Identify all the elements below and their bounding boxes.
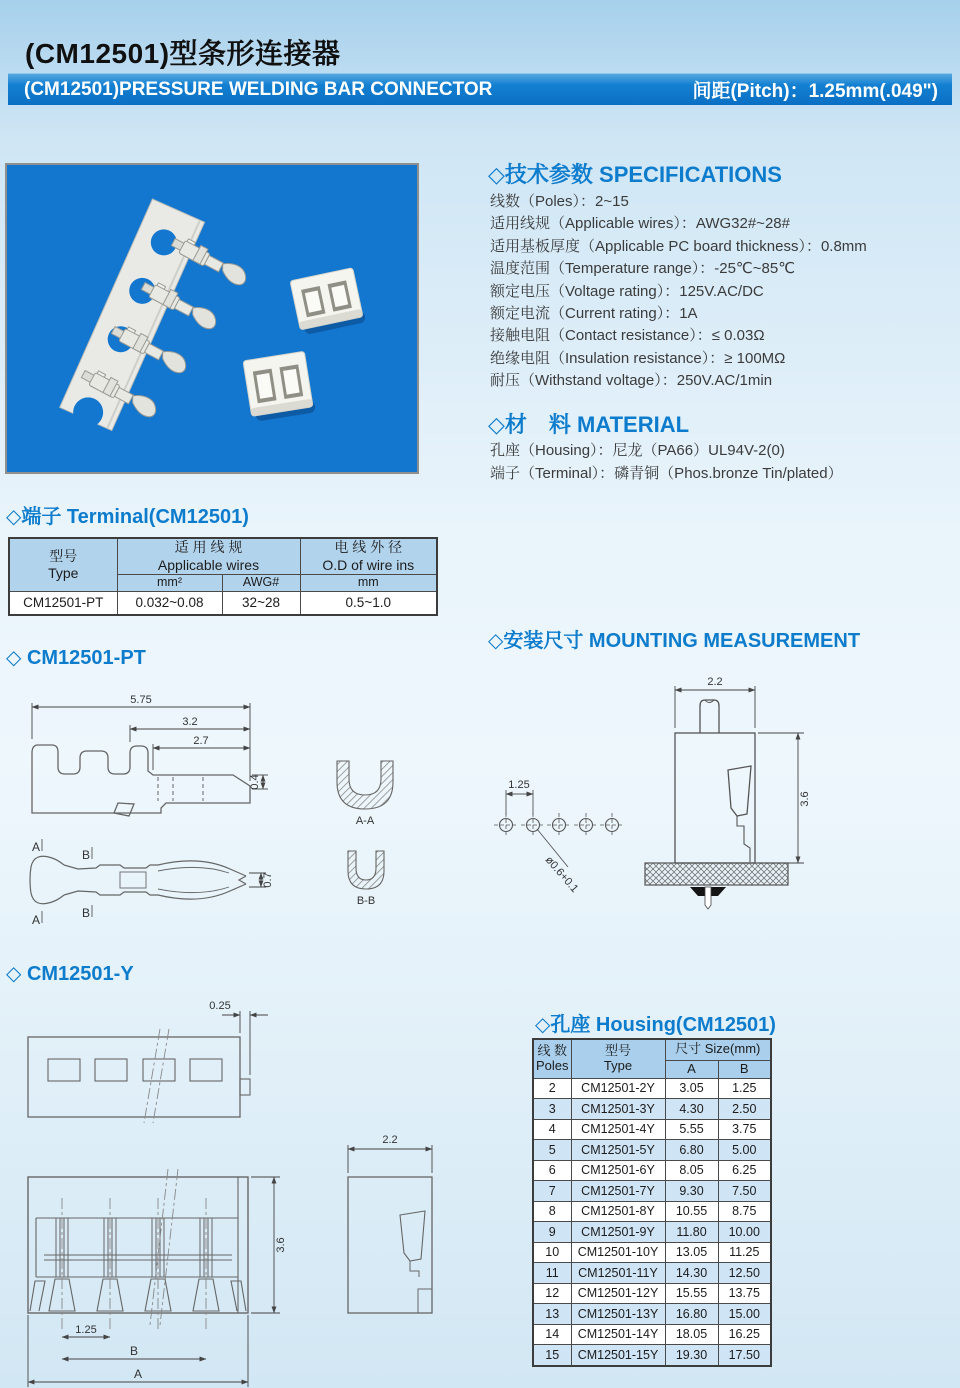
pt-heading: ◇ CM12501-PT xyxy=(6,647,146,669)
dim-label-housing-width: 2.2 xyxy=(707,676,723,688)
housing-row: 3 CM12501-3Y 4.30 2.50 xyxy=(533,1099,771,1120)
housing-sub-a: A xyxy=(665,1060,718,1078)
spec-item: 接触电阻（Contact resistance）：≤ 0.03Ω xyxy=(490,327,765,345)
housing-row: 2 CM12501-2Y 3.05 1.25 xyxy=(533,1078,771,1099)
terminal-col-type: 型号 Type xyxy=(9,538,117,592)
housing-row: 12 CM12501-12Y 15.55 13.75 xyxy=(533,1283,771,1304)
housing-row: 4 CM12501-4Y 5.55 3.75 xyxy=(533,1119,771,1140)
dim-label-b: B xyxy=(129,1344,139,1358)
specs-heading: ◇技术参数 SPECIFICATIONS xyxy=(488,162,782,187)
section-label-aa: A-A xyxy=(355,815,375,827)
dim-label-a: A xyxy=(133,1367,143,1381)
spec-item: 适用线规（Applicable wires）：AWG32#~28# xyxy=(490,215,790,233)
housing-row: 8 CM12501-8Y 10.55 8.75 xyxy=(533,1201,771,1222)
y-drawing xyxy=(8,993,488,1388)
mounting-heading: ◇安装尺寸 MOUNTING MEASUREMENT xyxy=(488,630,861,652)
dim-label-total-length: 5.75 xyxy=(130,694,152,706)
material-item: 端子（Terminal）：磷青铜（Phos.bronze Tin/plated） xyxy=(490,465,843,482)
spec-item: 温度范围（Temperature range）：-25℃~85℃ xyxy=(490,260,796,278)
y-front-dimensions xyxy=(28,1177,280,1387)
housing-row: 13 CM12501-13Y 16.80 15.00 xyxy=(533,1304,771,1325)
terminal-sub-mm: mm xyxy=(300,575,437,592)
dim-label-mid-length: 3.2 xyxy=(182,716,198,728)
terminal-heading: ◇端子 Terminal(CM12501) xyxy=(6,506,249,528)
carrier-strip xyxy=(56,199,204,438)
dim-label-hole-diameter: ø0.6+0.1 xyxy=(542,854,581,895)
material-list xyxy=(490,439,843,485)
section-mark-a-top: A xyxy=(32,840,41,854)
terminal-col-od: 电 线 外 径 O.D of wire ins xyxy=(300,538,437,575)
dim-label-y-pitch: 1.25 xyxy=(75,1324,97,1336)
section-label-bb: B-B xyxy=(356,895,376,907)
y-wall-dim xyxy=(222,1011,268,1075)
pt-section-bb xyxy=(348,851,384,907)
housing-row: 15 CM12501-15Y 19.30 17.50 xyxy=(533,1345,771,1366)
housing-row: 5 CM12501-5Y 6.80 5.00 xyxy=(533,1140,771,1161)
dim-label-contact-length: 2.7 xyxy=(193,735,209,747)
terminal-sub-mm2: mm² xyxy=(117,575,222,592)
section-mark-b-bottom: B xyxy=(82,906,91,920)
pt-top-view xyxy=(30,839,246,923)
page-title: (CM12501)型条形连接器 xyxy=(25,38,341,69)
terminal-col-wires: 适 用 线 规 Applicable wires xyxy=(117,538,300,575)
section-mark-a-bottom: A xyxy=(32,913,41,927)
dim-label-contact-height: 0.4 xyxy=(249,774,261,790)
housing-col-poles: 线 数 Poles xyxy=(533,1039,571,1078)
pt-dimensions xyxy=(32,703,268,789)
mounting-housing-view xyxy=(675,700,755,863)
spec-item: 额定电流（Current rating）：1A xyxy=(490,305,698,323)
dim-label-y-depth: 2.2 xyxy=(382,1134,398,1146)
y-heading: ◇ CM12501-Y xyxy=(6,963,134,985)
housing-col-size: 尺寸 Size(mm) xyxy=(665,1039,771,1060)
mounting-dimensions xyxy=(675,686,804,863)
housing-row: 14 CM12501-14Y 18.05 16.25 xyxy=(533,1324,771,1345)
housing-row: 11 CM12501-11Y 14.30 12.50 xyxy=(533,1263,771,1284)
pt-drawing xyxy=(8,683,478,943)
terminal-row: CM12501-PT 0.032~0.08 32~28 0.5~1.0 xyxy=(9,592,437,615)
title-bar-pitch: 间距(Pitch)：1.25mm(.049") xyxy=(692,81,938,102)
housing-row: 9 CM12501-9Y 11.80 10.00 xyxy=(533,1222,771,1243)
y-side-dimensions xyxy=(348,1145,432,1173)
dim-label-y-height: 3.6 xyxy=(275,1237,287,1253)
spec-item: 耐压（Withstand voltage）：250V.AC/1min xyxy=(490,372,773,390)
title-bar xyxy=(8,73,952,105)
terminal-sub-awg: AWG# xyxy=(222,575,300,592)
housing-sub-b: B xyxy=(718,1060,771,1078)
dim-label-hole-pitch: 1.25 xyxy=(508,779,530,791)
housing-heading: ◇孔座 Housing(CM12501) xyxy=(535,1014,776,1036)
dim-label-body-height: 0.7 xyxy=(262,872,274,888)
dim-label-wall: 0.25 xyxy=(209,1000,231,1012)
mounting-pcb xyxy=(645,863,788,909)
material-item: 孔座（Housing）：尼龙（PA66）UL94V-2(0) xyxy=(490,442,785,459)
terminal-table xyxy=(8,537,438,616)
spec-item: 线数（Poles）：2~15 xyxy=(490,193,629,210)
product-photo xyxy=(5,163,419,474)
housing-illustration-1 xyxy=(290,267,366,335)
title-bar-subtitle: (CM12501)PRESSURE WELDING BAR CONNECTOR xyxy=(24,78,493,100)
spec-item: 额定电压（Voltage rating）：125V.AC/DC xyxy=(490,282,764,300)
dim-label-housing-height: 3.6 xyxy=(799,791,811,807)
housing-row: 10 CM12501-10Y 13.05 11.25 xyxy=(533,1242,771,1263)
housing-row: 6 CM12501-6Y 8.05 6.25 xyxy=(533,1160,771,1181)
section-mark-b-top: B xyxy=(82,848,91,862)
y-side-view xyxy=(348,1177,432,1313)
y-top-view xyxy=(28,1029,250,1123)
product-photo-illustration xyxy=(7,165,417,472)
housing-row: 7 CM12501-7Y 9.30 7.50 xyxy=(533,1181,771,1202)
housing-table-body xyxy=(533,1078,771,1366)
housing-col-type: 型号 Type xyxy=(571,1039,665,1078)
mounting-drawing xyxy=(488,668,960,930)
housing-illustration-2 xyxy=(243,351,316,422)
material-heading: ◇材 料 MATERIAL xyxy=(488,412,690,437)
mounting-holes xyxy=(494,790,624,867)
housing-table xyxy=(532,1038,772,1367)
spec-item: 适用基板厚度（Applicable PC board thickness）：0.8mm xyxy=(490,237,867,255)
pt-section-aa xyxy=(337,761,393,827)
pt-side-view xyxy=(32,745,250,816)
spec-list xyxy=(490,191,867,393)
y-front-view xyxy=(28,1169,248,1331)
spec-item: 绝缘电阻（Insulation resistance）：≥ 100MΩ xyxy=(490,349,786,367)
